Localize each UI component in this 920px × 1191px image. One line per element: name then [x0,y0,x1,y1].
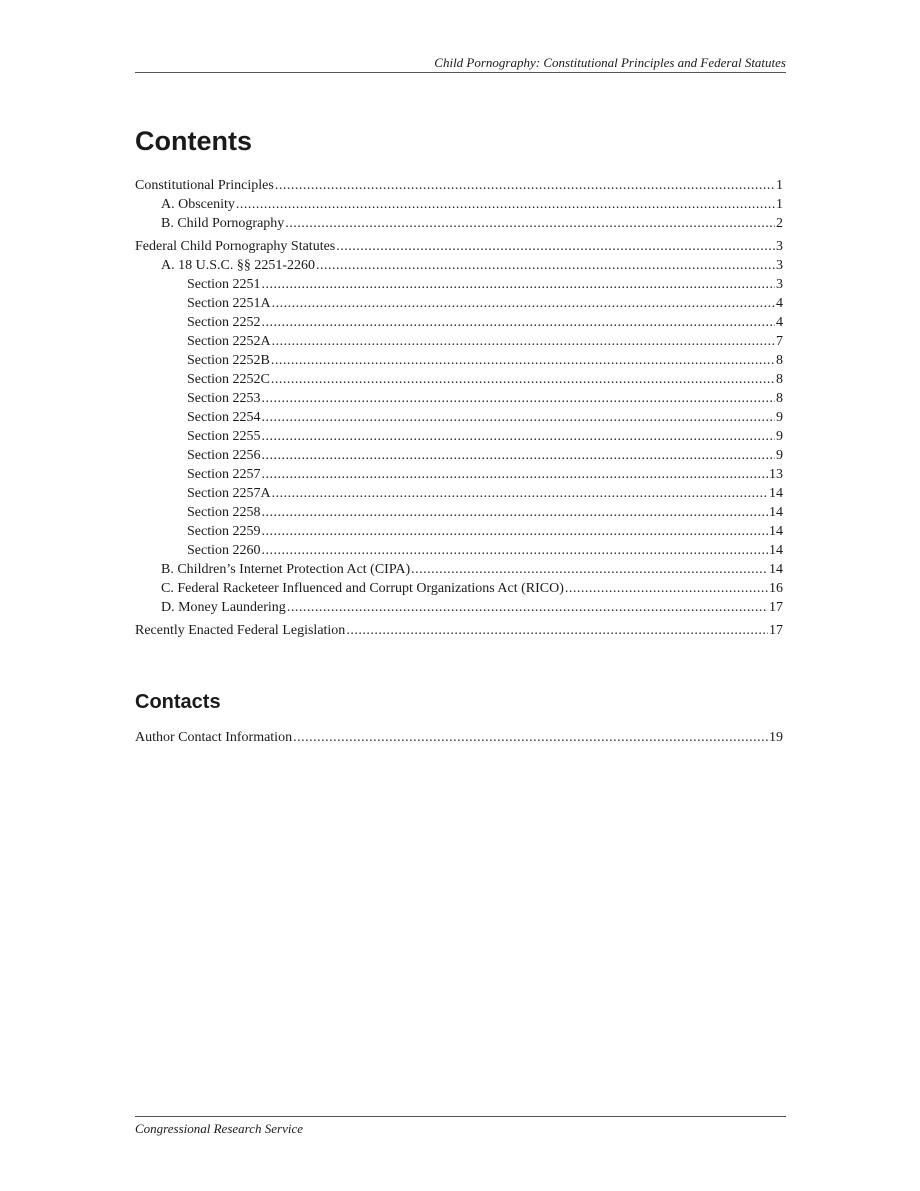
toc-entry[interactable] [135,541,783,560]
toc-entry-label: C. Federal Racketeer Influenced and Corrupt Organizations Act (RICO) [161,581,564,596]
toc-entry-page: 3 [776,277,783,292]
toc-entry-page: 16 [769,581,783,596]
toc-entry-label: Section 2251A [187,296,271,311]
toc-entry-page: 14 [769,543,783,558]
toc-entry[interactable] [135,214,783,233]
toc-entry-label: D. Money Laundering [161,600,286,615]
toc-entry[interactable] [135,598,783,617]
toc-entry-label: Section 2257 [187,467,261,482]
footer-text: Congressional Research Service [135,1121,303,1136]
toc-entry[interactable] [135,728,783,747]
toc-dot-leader [262,446,776,465]
toc-entry-label: A. Obscenity [161,197,235,212]
toc-entry-page: 7 [776,334,783,349]
toc-entry[interactable] [135,313,783,332]
toc-entry-label: Section 2253 [187,391,261,406]
toc-dot-leader [262,408,776,427]
toc-entry-page: 14 [769,524,783,539]
toc-entry-page: 14 [769,562,783,577]
toc-entry[interactable] [135,522,783,541]
toc-entry-label: Section 2255 [187,429,261,444]
running-header-title: Child Pornography: Constitutional Principles and Federal Statutes [434,55,786,70]
toc-entry-page: 9 [776,410,783,425]
toc-entry-label: Section 2252C [187,372,270,387]
toc-dot-leader [272,484,768,503]
toc-entry[interactable] [135,389,783,408]
toc-entry[interactable] [135,579,783,598]
toc-entry-page: 1 [776,197,783,212]
toc-dot-leader [262,503,769,522]
toc-dot-leader [275,176,775,195]
toc-entry-page: 4 [776,315,783,330]
toc-entry-page: 1 [776,178,783,193]
toc-entry-page: 2 [776,216,783,231]
toc-dot-leader [287,598,768,617]
toc-entry-page: 4 [776,296,783,311]
toc-entry[interactable] [135,560,783,579]
toc-entry[interactable] [135,195,783,214]
toc-dot-leader [271,370,775,389]
toc-dot-leader [293,728,768,747]
toc-entry-page: 17 [769,600,783,615]
toc-entry-label: A. 18 U.S.C. §§ 2251-2260 [161,258,316,273]
toc-entry-label: Section 2258 [187,505,261,520]
toc-entry-page: 19 [769,730,783,745]
toc-entry-label: Section 2257A [187,486,271,501]
toc-dot-leader [272,294,775,313]
toc-entry[interactable] [135,408,783,427]
toc-dot-leader [262,313,776,332]
toc-dot-leader [262,389,776,408]
table-of-contents [135,176,783,640]
toc-entry[interactable] [135,275,783,294]
toc-entry-page: 14 [769,505,783,520]
toc-dot-leader [346,621,768,640]
toc-dot-leader [272,332,775,351]
toc-dot-leader [271,351,775,370]
toc-dot-leader [262,427,776,446]
contents-heading: Contents [135,126,252,156]
toc-dot-leader [336,237,775,256]
toc-dot-leader [262,541,769,560]
toc-entry[interactable] [135,503,783,522]
toc-dot-leader [262,522,769,541]
toc-entry[interactable] [135,256,783,275]
toc-entry-label: Recently Enacted Federal Legislation [135,623,346,638]
toc-entry-label: B. Child Pornography [161,216,285,231]
toc-dot-leader [411,560,768,579]
toc-entry[interactable] [135,351,783,370]
toc-entry-page: 17 [769,623,783,638]
toc-entry[interactable] [135,465,783,484]
toc-entry-page: 3 [776,258,783,273]
toc-entry[interactable] [135,294,783,313]
toc-entry-label: Section 2259 [187,524,261,539]
toc-entry-page: 13 [769,467,783,482]
toc-entry[interactable] [135,621,783,640]
toc-entry-label: Federal Child Pornography Statutes [135,239,336,254]
toc-entry-page: 8 [776,391,783,406]
toc-entry-page: 14 [769,486,783,501]
toc-entry-label: Section 2254 [187,410,261,425]
toc-entry[interactable] [135,237,783,256]
running-header [135,55,786,73]
contacts-heading: Contacts [135,691,221,713]
toc-entry-page: 8 [776,353,783,368]
toc-dot-leader [285,214,775,233]
toc-entry[interactable] [135,332,783,351]
toc-entry[interactable] [135,446,783,465]
contacts-list [135,728,783,747]
running-footer [135,1116,786,1137]
toc-dot-leader [565,579,768,598]
toc-entry-label: Author Contact Information [135,730,293,745]
toc-entry-page: 9 [776,429,783,444]
toc-entry-label: Section 2252A [187,334,271,349]
toc-entry[interactable] [135,370,783,389]
toc-entry[interactable] [135,427,783,446]
toc-entry[interactable] [135,176,783,195]
toc-dot-leader [262,275,776,294]
toc-entry-label: Section 2251 [187,277,261,292]
toc-entry-label: Constitutional Principles [135,178,274,193]
toc-entry[interactable] [135,484,783,503]
toc-entry-page: 9 [776,448,783,463]
toc-entry-page: 8 [776,372,783,387]
toc-entry-label: Section 2256 [187,448,261,463]
toc-entry-page: 3 [776,239,783,254]
toc-dot-leader [262,465,769,484]
toc-entry-label: Section 2252 [187,315,261,330]
toc-dot-leader [236,195,775,214]
toc-entry-label: Section 2252B [187,353,270,368]
toc-entry-label: Section 2260 [187,543,261,558]
toc-dot-leader [316,256,775,275]
toc-entry-label: B. Children’s Internet Protection Act (CIPA) [161,562,411,577]
